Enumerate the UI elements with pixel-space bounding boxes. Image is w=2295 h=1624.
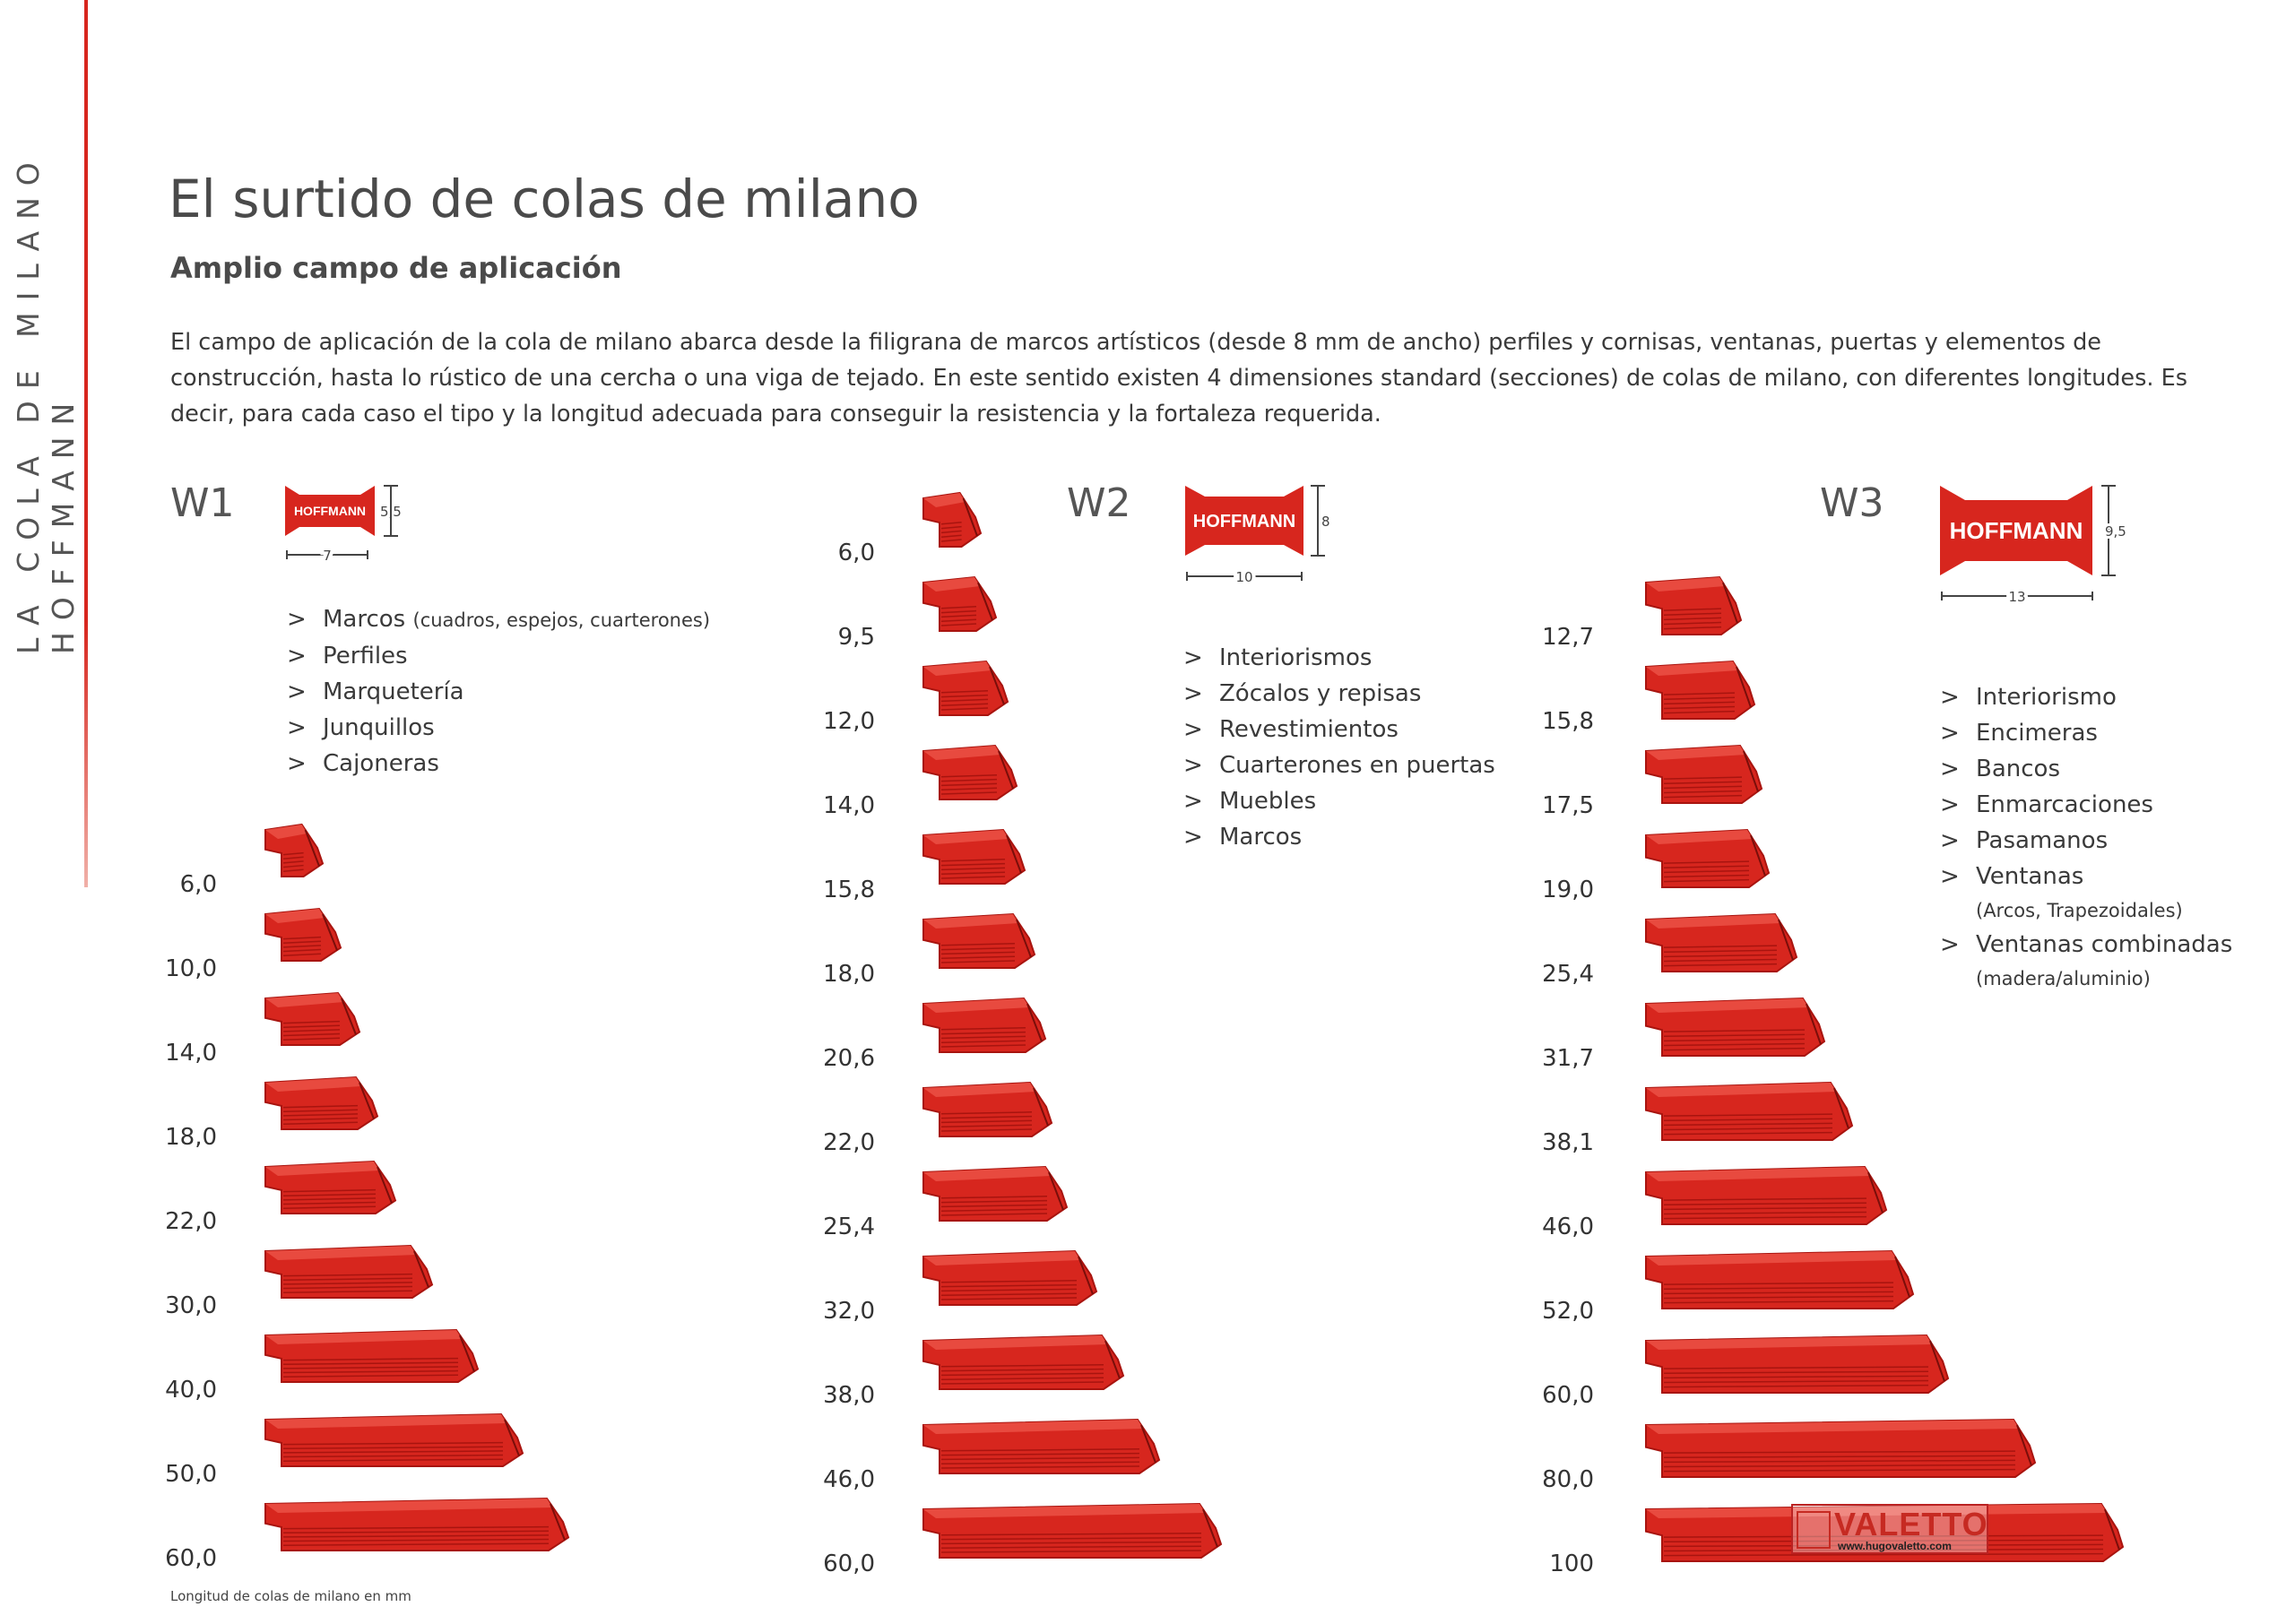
w3-profile-logo <box>1940 486 2126 608</box>
w1-dowel <box>265 825 333 882</box>
w2-dowel <box>923 1504 1232 1561</box>
w2-dowel <box>923 746 1027 803</box>
w2-length-value: 32,0 <box>823 1298 875 1325</box>
w3-length-value: 17,5 <box>1542 792 1594 819</box>
w2-length-value: 22,0 <box>823 1129 875 1156</box>
intro-paragraph: El campo de aplicación de la cola de milano abarca desde la filigrana de marcos artísticos (desde 8 mm de ancho) perfiles y cornisas, ventanas, puertas y elementos de construcción, hasta lo rústico de una cercha o una viga de tejado. En este sentido existen 4 dimensiones standard (secciones) de colas de milano, con diferentes longitudes. Es decir, para cada caso el tipo y la longitud adecuada para conseguir la resistencia y la fortaleza requerida. <box>170 329 2188 428</box>
w2-dowel <box>923 1083 1062 1140</box>
w2-length-value: 20,6 <box>823 1045 875 1072</box>
list-item: > Cuarterones en puertas <box>1183 752 1495 779</box>
w3-length-value: 52,0 <box>1542 1298 1594 1325</box>
w2-profile-logo <box>1185 486 1329 584</box>
w2-label: W2 <box>1067 480 1131 526</box>
w1-dowel <box>265 1162 406 1219</box>
w3-length-value: 12,7 <box>1542 624 1594 651</box>
list-item: > Cajoneras <box>287 750 439 777</box>
w1-dowel <box>265 1330 489 1387</box>
w3-length-value: 46,0 <box>1542 1214 1594 1240</box>
w3-application-list <box>1940 679 2232 995</box>
side-rule <box>84 0 88 887</box>
w2-logo-text: HOFFMANN <box>1192 512 1296 531</box>
w3-dowel <box>1646 661 1765 719</box>
w2-length-value: 6,0 <box>837 540 875 566</box>
w1-dowel <box>265 993 370 1050</box>
w1-dowel <box>265 1246 443 1303</box>
w2-dowel <box>923 1335 1134 1393</box>
list-item: > Pasamanos <box>1940 827 2109 854</box>
watermark-url: www.hugovaletto.com <box>1838 1540 1952 1552</box>
list-item: > Revestimientos <box>1183 716 1399 743</box>
w3-dowel <box>1646 577 1752 635</box>
w1-dowel <box>265 1414 533 1472</box>
list-item: > Muebles <box>1183 788 1317 815</box>
w2-height-dim: 8 <box>1321 514 1330 530</box>
w2-length-value: 9,5 <box>837 624 875 651</box>
w2-length-value: 46,0 <box>823 1466 875 1493</box>
page-title: El surtido de colas de milano <box>169 168 920 229</box>
w1-length-value: 22,0 <box>165 1208 217 1235</box>
w3-length-value: 100 <box>1549 1551 1594 1577</box>
w3-length-value: 80,0 <box>1542 1466 1594 1493</box>
list-item: > Marcos <box>1183 824 1303 851</box>
w3-dowel <box>1646 998 1835 1056</box>
list-item: > Marquetería <box>287 678 464 705</box>
w1-dowel <box>265 1077 388 1135</box>
side-title: LA COLA DE MILANO HOFFMANN <box>11 151 81 654</box>
w3-dowel <box>1646 1335 1959 1393</box>
w1-length-value: 18,0 <box>165 1124 217 1151</box>
watermark-brand: VALETTO <box>1834 1506 1988 1542</box>
w1-logo-text: HOFFMANN <box>293 504 367 518</box>
w3-length-value: 60,0 <box>1542 1382 1594 1409</box>
w1-label: W1 <box>170 480 235 526</box>
w2-width-dim: 10 <box>1235 569 1253 585</box>
w2-dowel <box>923 1167 1078 1224</box>
w2-application-list <box>1183 640 1495 855</box>
w1-width-dim: 7 <box>323 548 332 564</box>
footnote: Longitud de colas de milano en mm <box>170 1588 411 1604</box>
w3-label: W3 <box>1820 480 1884 526</box>
w2-length-value: 18,0 <box>823 961 875 988</box>
list-item: > Interiorismos <box>1183 644 1373 671</box>
w3-logo-text: HOFFMANN <box>1949 517 2083 544</box>
w3-dowel <box>1646 1251 1924 1309</box>
page-subtitle: Amplio campo de aplicación <box>170 251 622 285</box>
valetto-watermark <box>1791 1504 1988 1554</box>
w2-length-value: 14,0 <box>823 792 875 819</box>
w1-length-value: 40,0 <box>165 1377 217 1404</box>
w2-dowel <box>923 1420 1170 1477</box>
w1-application-list <box>287 601 710 782</box>
w2-dowel <box>923 661 1018 719</box>
list-item: > Enmarcaciones <box>1940 791 2153 818</box>
w1-length-value: 30,0 <box>165 1292 217 1319</box>
list-item: > Interiorismo <box>1940 684 2117 711</box>
w3-length-value: 15,8 <box>1542 708 1594 735</box>
w2-dowel <box>923 1251 1107 1309</box>
list-item: > Ventanas (Arcos, Trapezoidales) <box>1940 863 2183 921</box>
w1-length-value: 14,0 <box>165 1040 217 1067</box>
w3-dowel <box>1646 1420 2046 1477</box>
w1-dowel <box>265 1499 579 1556</box>
w2-length-value: 12,0 <box>823 708 875 735</box>
list-item: > Bancos <box>1940 756 2060 782</box>
list-item: > Marcos (cuadros, espejos, cuarterones) <box>287 606 711 633</box>
w2-dowel <box>923 493 992 550</box>
w2-length-value: 60,0 <box>823 1551 875 1577</box>
w2-dowel <box>923 914 1045 972</box>
w3-dowel <box>1646 1167 1897 1224</box>
w3-length-value: 38,1 <box>1542 1129 1594 1156</box>
w2-dowel <box>923 830 1035 887</box>
w2-dowel <box>923 577 1007 635</box>
w3-dowel <box>1646 746 1772 803</box>
list-item: > Perfiles <box>287 643 408 669</box>
w3-dowel <box>1646 830 1780 887</box>
w2-length-value: 15,8 <box>823 877 875 903</box>
w2-length-value: 25,4 <box>823 1214 875 1240</box>
w1-length-value: 60,0 <box>165 1545 217 1572</box>
w1-height-dim: 5,5 <box>380 504 402 520</box>
w2-length-value: 38,0 <box>823 1382 875 1409</box>
w3-dowel <box>1646 914 1807 972</box>
w3-width-dim: 13 <box>2008 589 2026 605</box>
w1-length-value: 6,0 <box>179 871 217 898</box>
w2-dowel <box>923 998 1056 1056</box>
list-item: > Zócalos y repisas <box>1183 680 1422 707</box>
list-item: > Encimeras <box>1940 720 2098 747</box>
w1-length-value: 10,0 <box>165 955 217 982</box>
list-item: > Ventanas combinadas (madera/aluminio) <box>1940 931 2233 989</box>
w1-dowel <box>265 909 351 966</box>
list-item: > Junquillos <box>287 714 435 741</box>
w3-length-value: 19,0 <box>1542 877 1594 903</box>
w3-length-value: 31,7 <box>1542 1045 1594 1072</box>
w3-height-dim: 9,5 <box>2105 523 2126 540</box>
w1-length-value: 50,0 <box>165 1461 217 1488</box>
watermark-seal-icon <box>1797 1511 1831 1549</box>
w3-dowel <box>1646 1083 1863 1140</box>
w3-length-value: 25,4 <box>1542 961 1594 988</box>
w1-profile-logo <box>285 486 402 563</box>
